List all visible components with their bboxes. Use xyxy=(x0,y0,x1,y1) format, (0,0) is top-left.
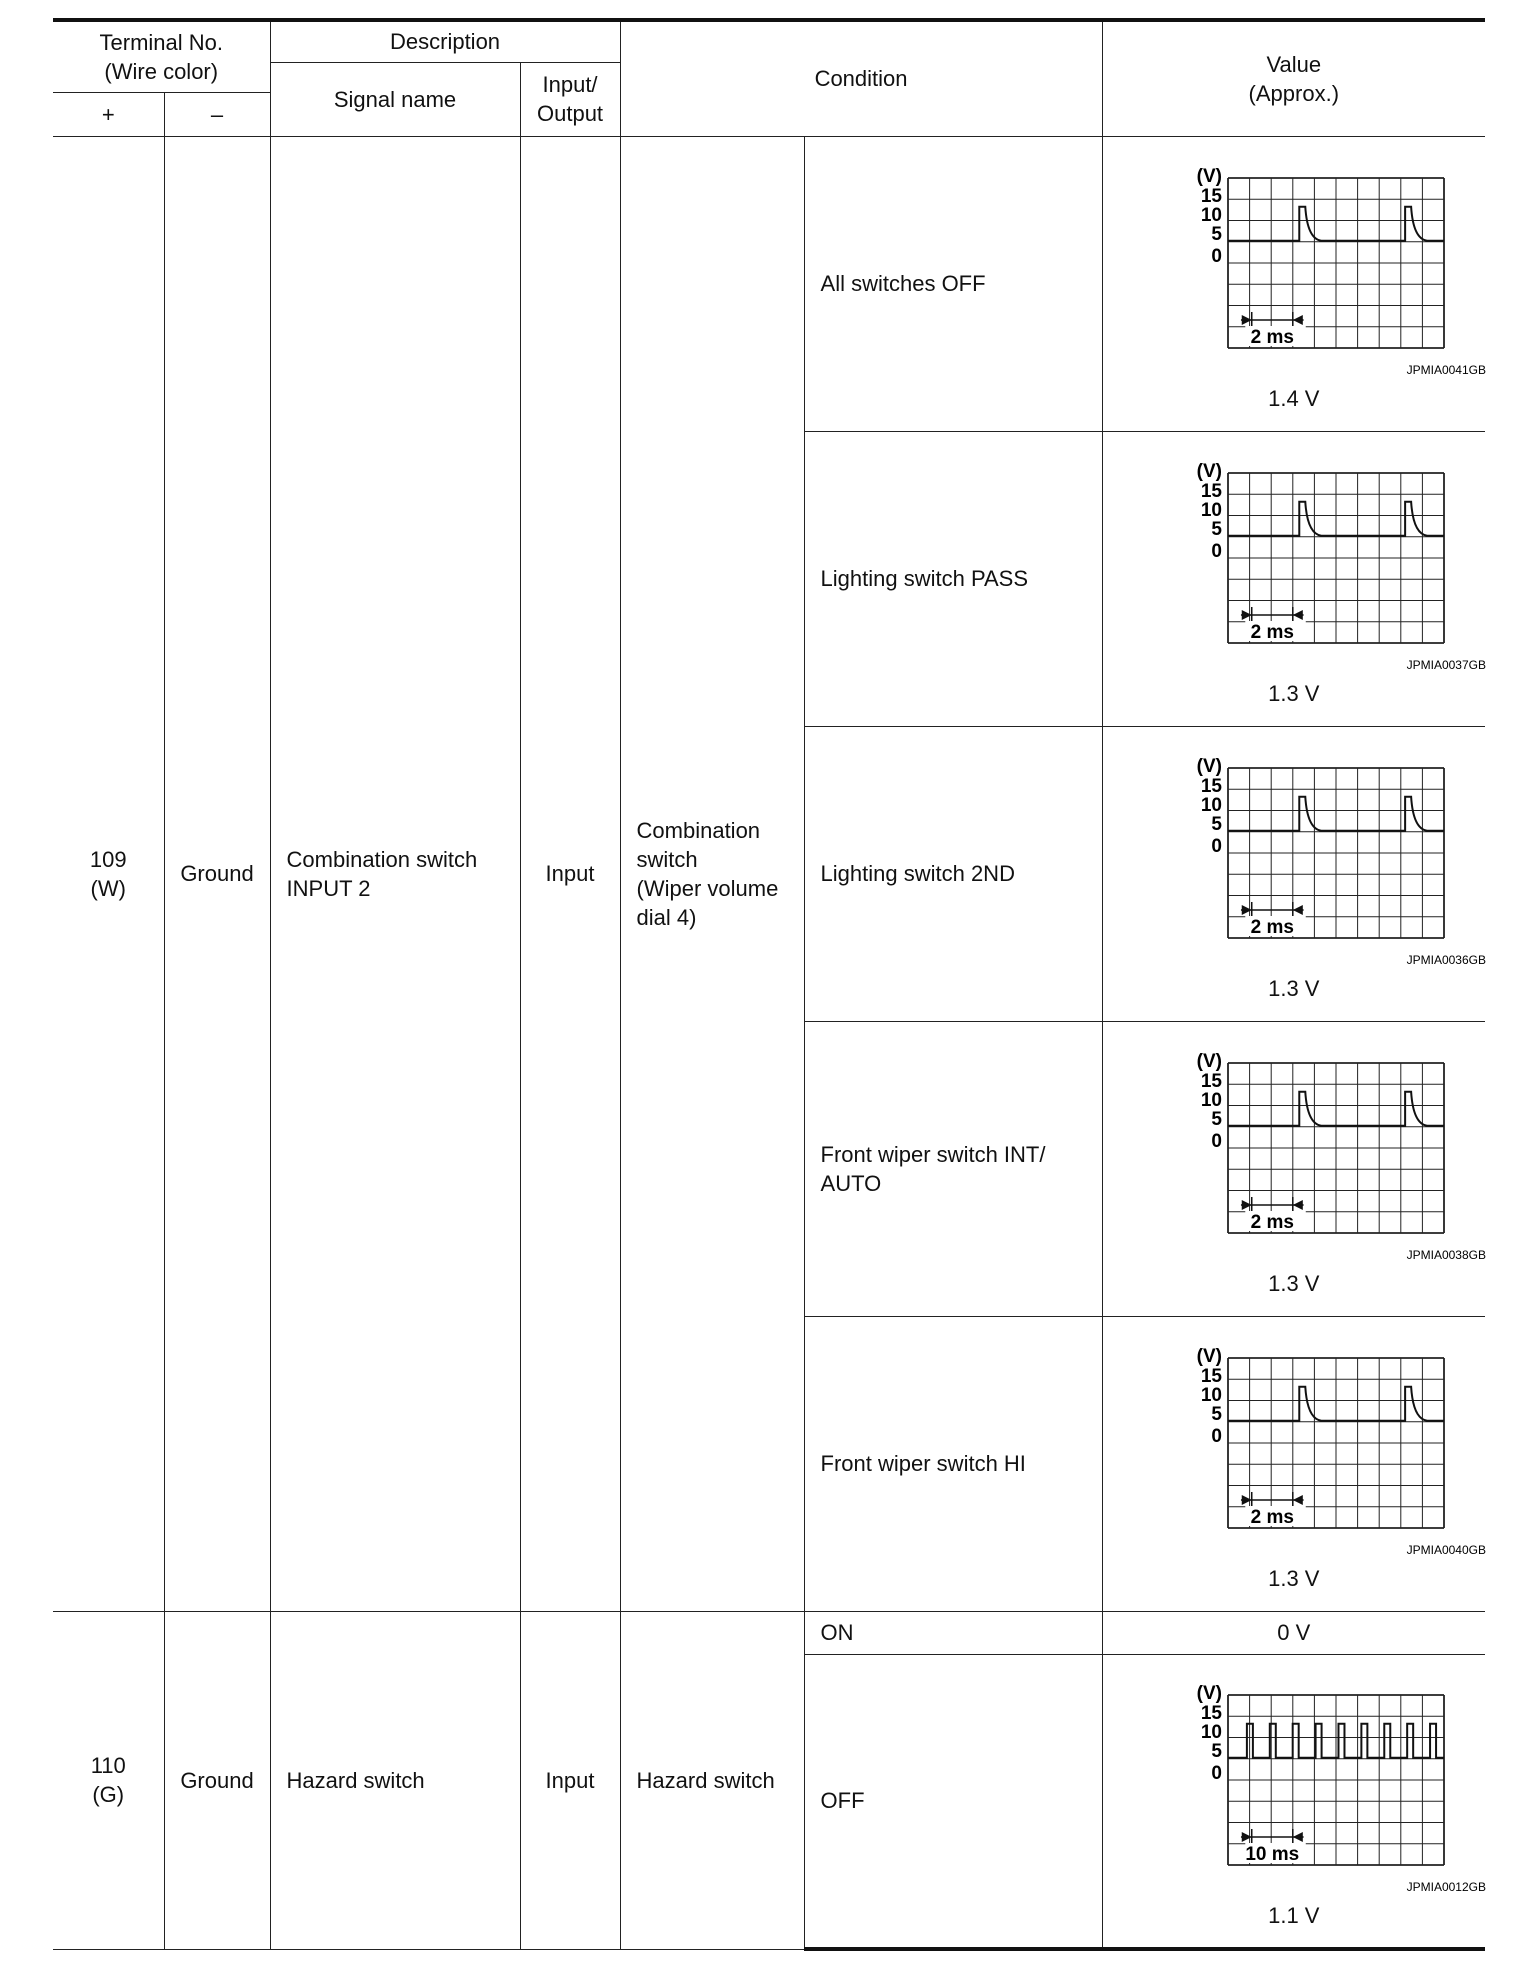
time-div-label: 10 ms xyxy=(1245,1844,1300,1866)
header-plus: + xyxy=(53,92,164,136)
arrow-right-icon xyxy=(1242,1832,1252,1842)
value-text: 1.3 V xyxy=(1268,976,1320,1001)
value-text: 1.3 V xyxy=(1268,681,1320,706)
oscilloscope-waveform xyxy=(1144,449,1486,677)
tick-label-0: 0 xyxy=(1211,1131,1222,1152)
scope-grid xyxy=(1228,1063,1444,1233)
scope-grid xyxy=(1228,178,1444,348)
header-description: Description xyxy=(270,20,620,62)
tick-label-10: 10 xyxy=(1200,1090,1222,1111)
tick-label-0: 0 xyxy=(1211,1763,1222,1785)
arrow-left-icon xyxy=(1293,1495,1303,1505)
arrow-left-icon xyxy=(1293,610,1303,620)
axis-unit-label: (V) xyxy=(1196,461,1222,482)
tick-label-0: 0 xyxy=(1211,836,1222,857)
header-signal-name: Signal name xyxy=(270,62,520,136)
arrow-left-icon xyxy=(1293,905,1303,915)
tick-label-15: 15 xyxy=(1200,481,1222,502)
tick-label-5: 5 xyxy=(1211,1404,1222,1425)
tick-label-15: 15 xyxy=(1200,186,1222,207)
terminal-109-plus: 109 (W) xyxy=(53,136,164,1611)
state-value xyxy=(1102,1021,1485,1316)
arrow-right-icon xyxy=(1242,610,1252,620)
tick-label-15: 15 xyxy=(1200,1071,1222,1092)
arrow-right-icon xyxy=(1242,1495,1252,1505)
arrow-left-icon xyxy=(1293,1832,1303,1842)
state-label: All switches OFF xyxy=(804,136,1102,431)
figure-code: JPMIA0012GB xyxy=(1406,1880,1486,1895)
tick-label-5: 5 xyxy=(1211,814,1222,835)
scope-grid xyxy=(1228,768,1444,938)
scope-grid xyxy=(1228,473,1444,643)
state-value xyxy=(1102,136,1485,431)
terminal-109-condition: Combination switch (Wiper volume dial 4) xyxy=(620,136,804,1611)
axis-unit-label: (V) xyxy=(1196,1683,1222,1705)
axis-unit-label: (V) xyxy=(1196,756,1222,777)
oscilloscope-waveform xyxy=(1144,154,1486,382)
tick-label-10: 10 xyxy=(1200,1385,1222,1406)
arrow-right-icon xyxy=(1242,315,1252,325)
state-value xyxy=(1102,431,1485,726)
tick-label-0: 0 xyxy=(1211,1426,1222,1447)
terminal-110-plus: 110 (G) xyxy=(53,1611,164,1949)
state-label: ON xyxy=(804,1611,1102,1654)
time-div-label: 2 ms xyxy=(1250,1507,1294,1528)
time-div-label: 2 ms xyxy=(1250,622,1294,643)
arrow-right-icon xyxy=(1242,905,1252,915)
axis-unit-label: (V) xyxy=(1196,166,1222,187)
state-label: Front wiper switch HI xyxy=(804,1316,1102,1611)
state-label: Lighting switch PASS xyxy=(804,431,1102,726)
tick-label-15: 15 xyxy=(1200,776,1222,797)
state-value: 0 V xyxy=(1102,1611,1485,1654)
tick-label-10: 10 xyxy=(1200,500,1222,521)
axis-unit-label: (V) xyxy=(1196,1346,1222,1367)
arrow-left-icon xyxy=(1293,315,1303,325)
terminal-110-condition: Hazard switch xyxy=(620,1611,804,1949)
value-text: 1.3 V xyxy=(1268,1566,1320,1591)
scope-grid xyxy=(1228,1695,1444,1865)
tick-label-15: 15 xyxy=(1200,1366,1222,1387)
tick-label-15: 15 xyxy=(1200,1703,1222,1725)
oscilloscope-waveform xyxy=(1144,1334,1486,1562)
arrow-left-icon xyxy=(1293,1200,1303,1210)
axis-unit-label: (V) xyxy=(1196,1051,1222,1072)
header-value: Value (Approx.) xyxy=(1102,20,1485,136)
value-text: 1.4 V xyxy=(1268,386,1320,411)
tick-label-5: 5 xyxy=(1211,519,1222,540)
state-value xyxy=(1102,1654,1485,1949)
terminal-109-signal: Combination switch INPUT 2 xyxy=(270,136,520,1611)
scope-grid xyxy=(1228,1358,1444,1528)
figure-code: JPMIA0040GB xyxy=(1406,1543,1486,1557)
terminal-109-io: Input xyxy=(520,136,620,1611)
time-div-label: 2 ms xyxy=(1250,327,1294,348)
tick-label-10: 10 xyxy=(1200,1722,1222,1744)
header-input-output: Input/ Output xyxy=(520,62,620,136)
terminal-110-signal: Hazard switch xyxy=(270,1611,520,1949)
value-text: 1.3 V xyxy=(1268,1271,1320,1296)
figure-code: JPMIA0041GB xyxy=(1406,363,1486,377)
oscilloscope-waveform xyxy=(1144,1671,1486,1899)
tick-label-5: 5 xyxy=(1211,1741,1222,1763)
tick-label-0: 0 xyxy=(1211,246,1222,267)
tick-label-5: 5 xyxy=(1211,1109,1222,1130)
state-value xyxy=(1102,726,1485,1021)
time-div-label: 2 ms xyxy=(1250,1212,1294,1233)
figure-code: JPMIA0037GB xyxy=(1406,658,1486,672)
state-label: Lighting switch 2ND xyxy=(804,726,1102,1021)
oscilloscope-waveform xyxy=(1144,744,1486,972)
tick-label-10: 10 xyxy=(1200,795,1222,816)
terminal-110-io: Input xyxy=(520,1611,620,1949)
tick-label-10: 10 xyxy=(1200,205,1222,226)
state-value xyxy=(1102,1316,1485,1611)
header-minus: – xyxy=(164,92,270,136)
figure-code: JPMIA0036GB xyxy=(1406,953,1486,967)
tick-label-0: 0 xyxy=(1211,541,1222,562)
terminal-spec-table xyxy=(53,18,1485,1951)
state-label: Front wiper switch INT/ AUTO xyxy=(804,1021,1102,1316)
arrow-right-icon xyxy=(1242,1200,1252,1210)
header-terminal-no: Terminal No. (Wire color) xyxy=(53,20,270,92)
terminal-110-minus: Ground xyxy=(164,1611,270,1949)
figure-code: JPMIA0038GB xyxy=(1406,1248,1486,1262)
oscilloscope-waveform xyxy=(1144,1039,1486,1267)
terminal-109-minus: Ground xyxy=(164,136,270,1611)
header-condition: Condition xyxy=(620,20,1102,136)
tick-label-5: 5 xyxy=(1211,224,1222,245)
time-div-label: 2 ms xyxy=(1250,917,1294,938)
value-text: 1.1 V xyxy=(1268,1903,1320,1929)
state-label: OFF xyxy=(804,1654,1102,1949)
